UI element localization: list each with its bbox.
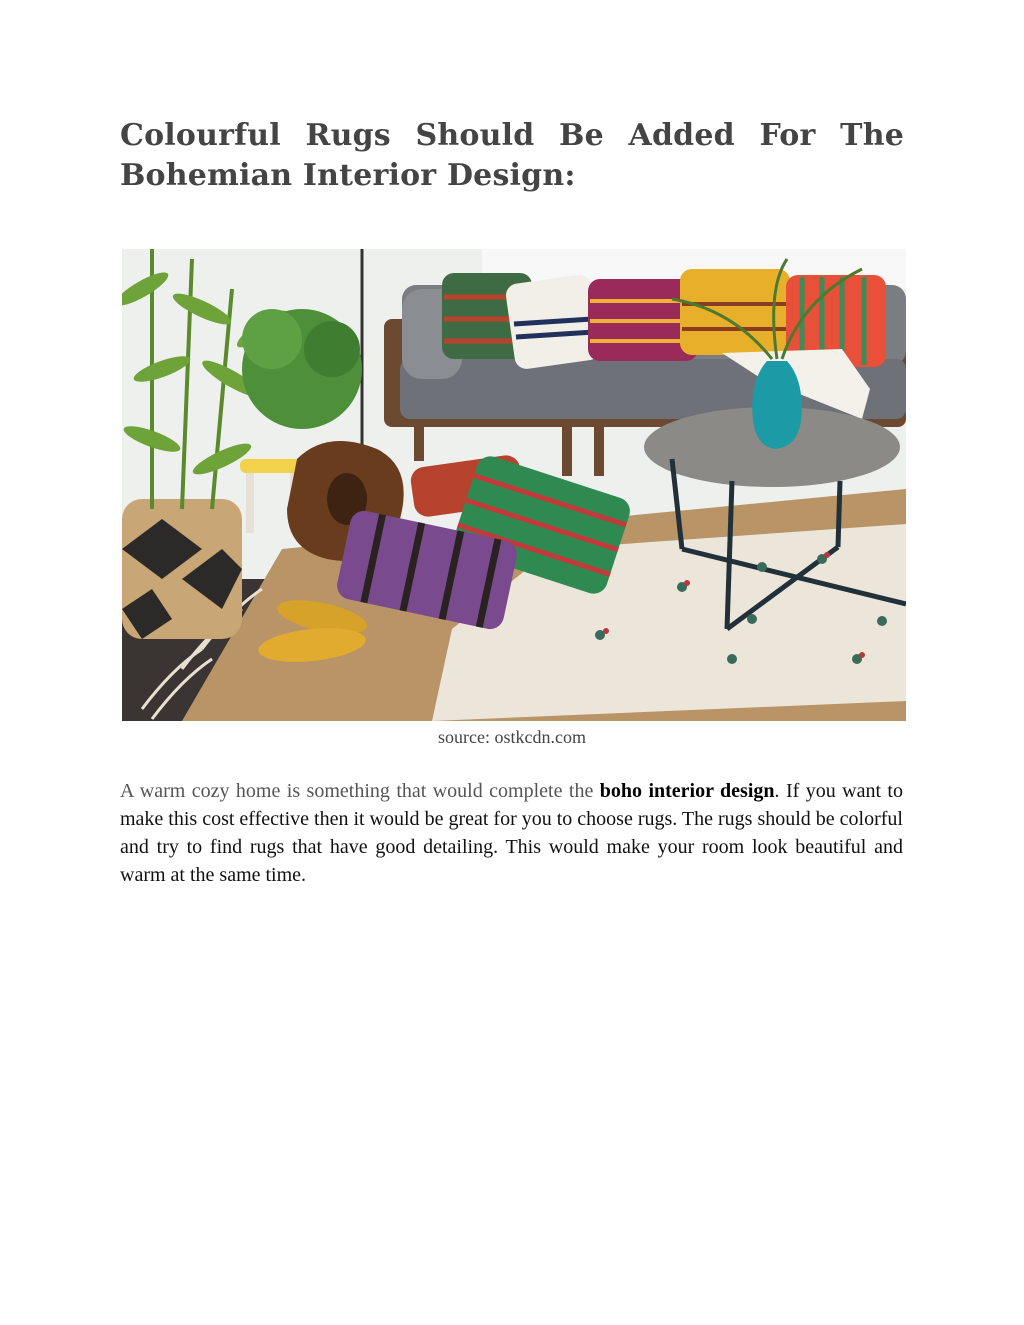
yellow-stool: [240, 459, 304, 473]
paragraph-lead: A warm cozy home is something that would complete the: [120, 780, 600, 802]
image-caption: source: ostkcdn.com: [438, 727, 586, 747]
living-room-photo: [122, 249, 906, 721]
article-heading: Colourful Rugs Should Be Added For The Bohemian Interior Design:: [120, 118, 904, 193]
article-paragraph: [120, 777, 903, 889]
teal-vase: [752, 361, 801, 449]
paragraph-rest: . If you want to make this cost effective then it would be great for you to choose rugs. The rugs should be colorful and try to find rugs that have good detailing. This would make your room look beautiful and warm at the same time.: [120, 780, 903, 886]
boho-interior-design-link[interactable]: boho interior design: [599, 780, 775, 802]
